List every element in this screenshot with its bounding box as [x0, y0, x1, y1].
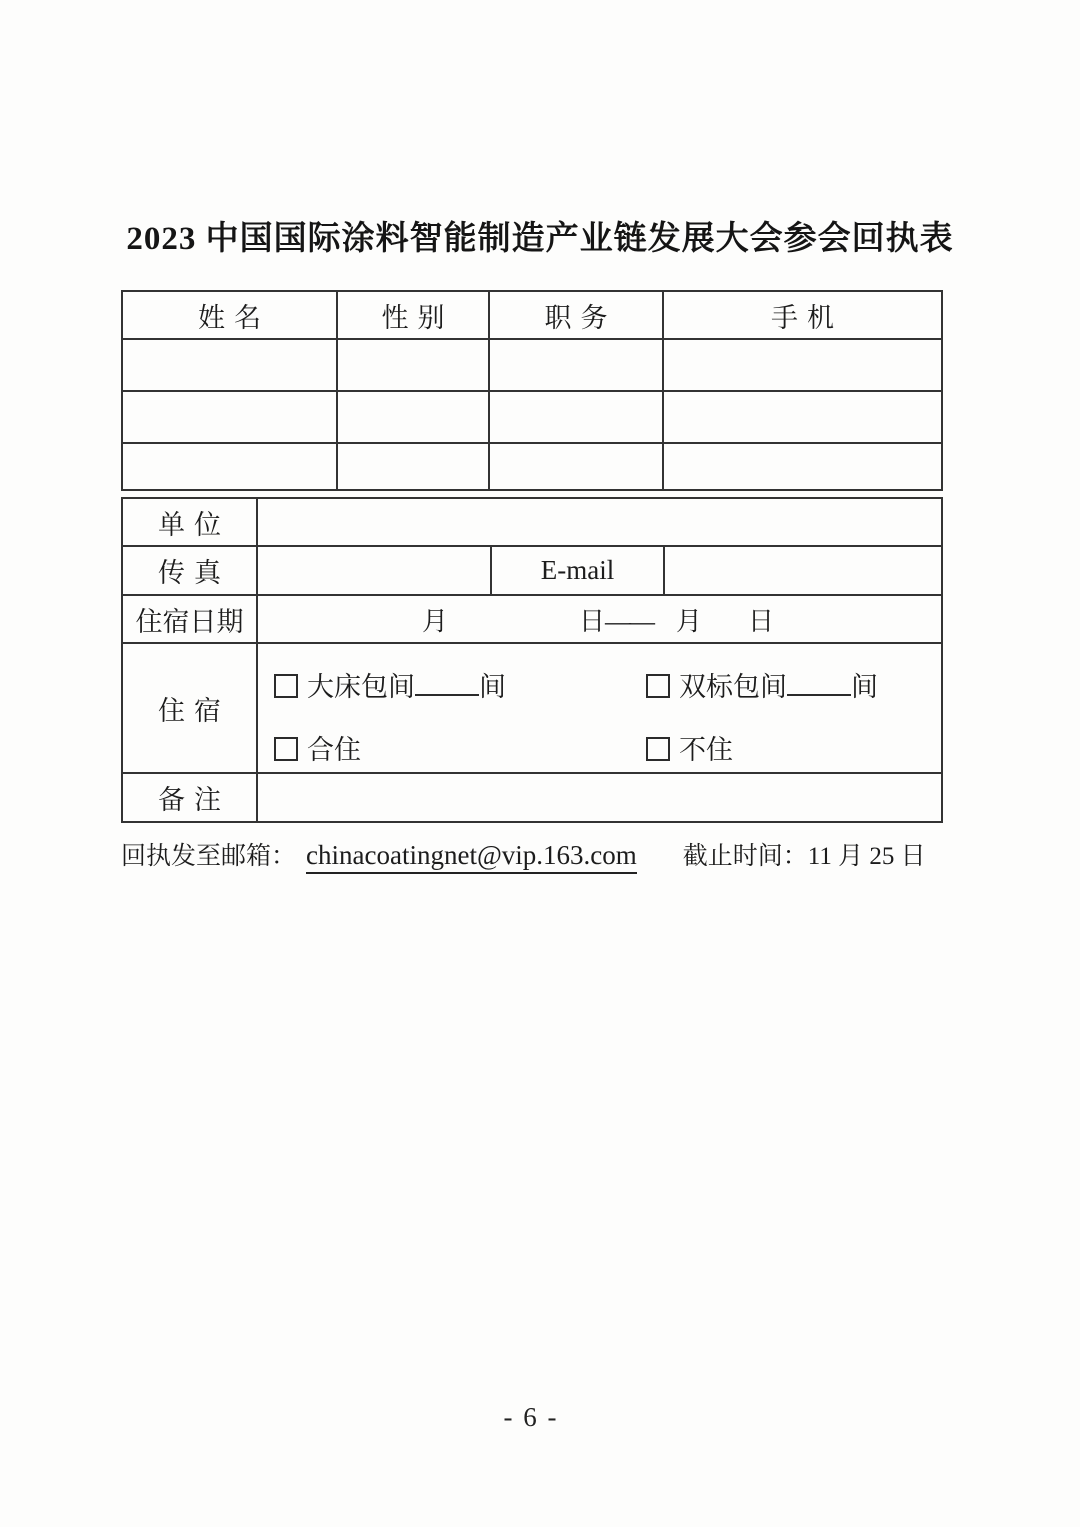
- remarks-row: [122, 773, 942, 822]
- stay-date-day1: 日: [579, 606, 606, 636]
- reply-label: 回执发至邮箱：: [121, 843, 297, 870]
- header-cell-name: 姓名: [122, 291, 337, 339]
- stay-label: 住宿: [122, 643, 257, 773]
- empty-cell-gender: [337, 339, 489, 391]
- attendee-empty-row: [122, 391, 942, 443]
- remarks-label: 备注: [122, 773, 257, 822]
- stay-date-day2: 日: [748, 606, 775, 636]
- fax-row: [122, 546, 942, 595]
- empty-cell-gender: [337, 391, 489, 443]
- unit-value-cell: [257, 498, 942, 546]
- empty-cell-position: [489, 391, 663, 443]
- stay-date-month2: 月: [676, 606, 703, 636]
- attendee-header-row: [122, 291, 942, 339]
- blank-line: [787, 690, 851, 696]
- empty-cell-mobile: [663, 443, 942, 490]
- stay-date-value-cell: [257, 595, 942, 643]
- stay-options-cell: [257, 643, 942, 773]
- checkbox-icon: [646, 737, 670, 761]
- empty-cell-mobile: [663, 339, 942, 391]
- stay-option-share-room: 合住: [274, 728, 646, 767]
- page-number: - 6 -: [503, 1402, 559, 1432]
- unit-row: [122, 498, 942, 546]
- blank-line: [415, 690, 479, 696]
- reply-footer: [121, 836, 951, 874]
- stay-date-dash: ——: [605, 606, 654, 636]
- attendee-empty-row: [122, 339, 942, 391]
- empty-cell-name: [122, 339, 337, 391]
- fax-label: 传真: [122, 546, 257, 595]
- header-cell-position: 职务: [489, 291, 663, 339]
- empty-cell-gender: [337, 443, 489, 490]
- header-cell-mobile: 手机: [663, 291, 942, 339]
- remarks-value-cell: [257, 773, 942, 822]
- header-cell-gender: 性别: [337, 291, 489, 339]
- email-value-cell: [664, 546, 942, 595]
- stay-option-twin-room: 双标包间 间: [646, 665, 941, 704]
- checkbox-icon: [646, 674, 670, 698]
- stay-date-row: [122, 595, 942, 643]
- empty-cell-position: [489, 339, 663, 391]
- deadline-text: 截止时间：11 月 25 日: [682, 843, 926, 870]
- stay-date-month1: 月: [422, 606, 449, 636]
- empty-cell-name: [122, 443, 337, 490]
- empty-cell-mobile: [663, 391, 942, 443]
- detail-table: [121, 497, 943, 823]
- stay-option-no-stay: 不住: [646, 728, 941, 767]
- unit-label: 单位: [122, 498, 257, 546]
- stay-date-label: 住宿日期: [122, 595, 257, 643]
- stay-option-king-room: 大床包间 间: [274, 665, 646, 704]
- attendee-table: [121, 290, 943, 491]
- stay-row: [122, 643, 942, 773]
- page-title: 2023 中国国际涂料智能制造产业链发展大会参会回执表: [126, 221, 954, 257]
- checkbox-icon: [274, 737, 298, 761]
- attendee-empty-row: [122, 443, 942, 490]
- checkbox-icon: [274, 674, 298, 698]
- fax-value-cell: [257, 546, 491, 595]
- reply-email: chinacoatingnet@vip.163.com: [306, 840, 637, 874]
- empty-cell-position: [489, 443, 663, 490]
- empty-cell-name: [122, 391, 337, 443]
- email-label: E-mail: [491, 546, 664, 595]
